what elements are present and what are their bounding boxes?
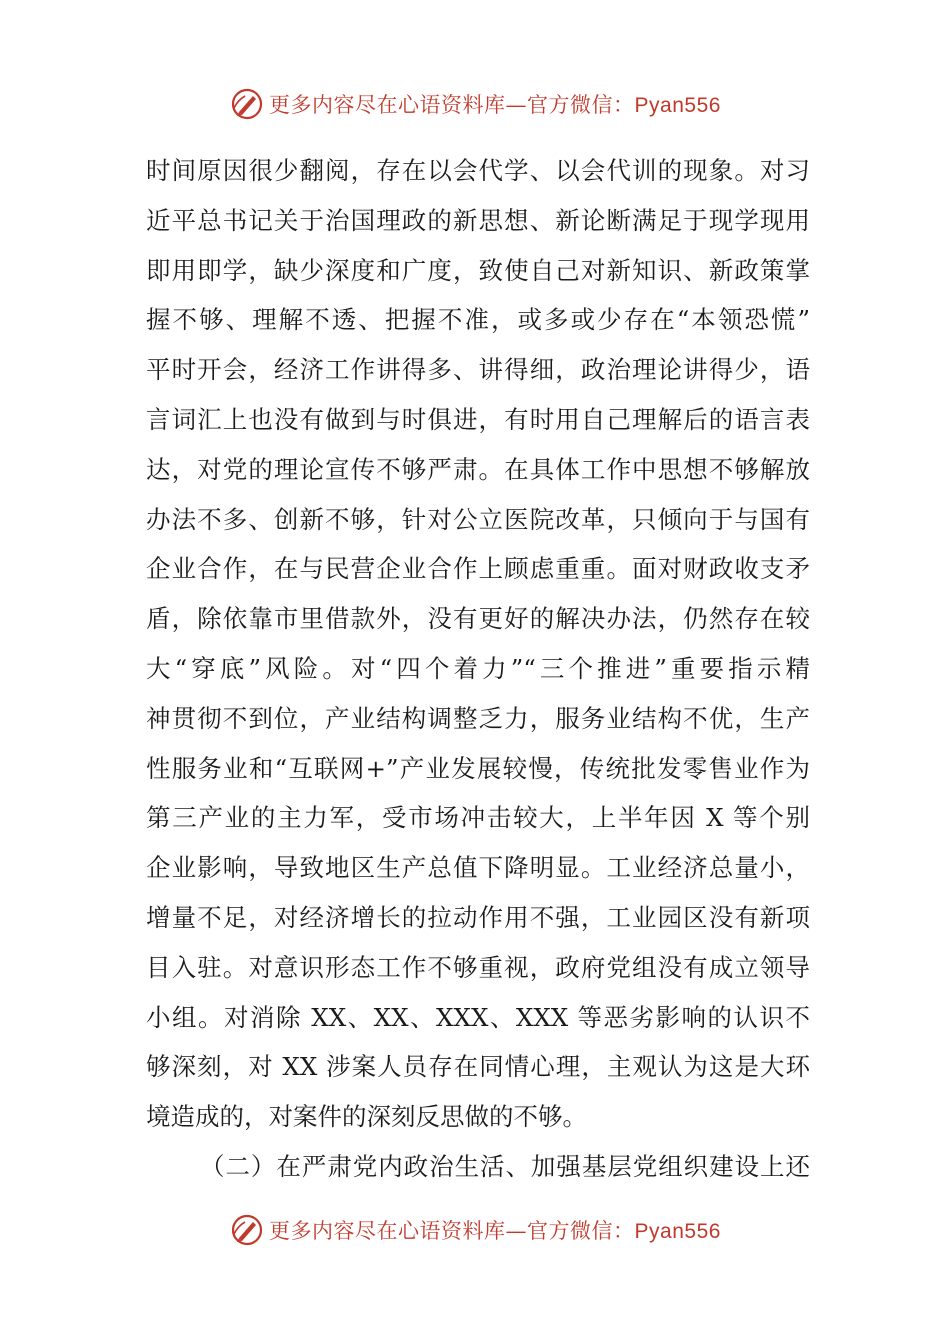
banner-text — [269, 1215, 721, 1245]
section-heading: （二）在严肃党内政治生活、加强基层党组织建设上还 — [200, 1151, 810, 1181]
pen-circle-logo-icon — [229, 86, 265, 122]
body-line: 神贯彻不到位，产业结构调整乏力，服务业结构不优，生产 — [146, 703, 810, 733]
body-line: 目入驻。对意识形态工作不够重视，政府党组没有成立领导 — [146, 952, 810, 982]
banner-wechat-id: Pyan556 — [634, 1220, 721, 1243]
body-line: 第三产业的主力军，受市场冲击较大，上半年因 X 等个别 — [146, 803, 810, 833]
body-line: 小组。对消除 XX、XX、XXX、XXX 等恶劣影响的认识不 — [146, 1002, 810, 1032]
body-line: 言词汇上也没有做到与时俱进，有时用自己理解后的语言表 — [146, 404, 810, 434]
body-line: 性服务业和“互联网+”产业发展较慢，传统批发零售业作为 — [146, 753, 810, 783]
body-line: 企业影响，导致地区生产总值下降明显。工业经济总量小， — [146, 853, 810, 883]
banner-dash: — — [505, 1219, 528, 1243]
banner-title: 更多内容尽在心语资料库 — [269, 1219, 506, 1243]
header-banner — [0, 82, 950, 126]
banner-dash: — — [505, 93, 528, 117]
banner-wechat-label: 官方微信： — [527, 1219, 635, 1243]
body-line: 即用即学，缺少深度和广度，致使自己对新知识、新政策掌 — [146, 255, 810, 285]
body-line: 盾，除依靠市里借款外，没有更好的解决办法，仍然存在较 — [146, 604, 810, 634]
body-line: 企业合作，在与民营企业合作上顾虑重重。面对财政收支矛 — [146, 554, 810, 584]
document-body — [146, 146, 810, 1192]
footer-banner — [0, 1208, 950, 1252]
banner-text — [269, 89, 721, 119]
body-line: 平时开会，经济工作讲得多、讲得细，政治理论讲得少，语 — [146, 355, 810, 385]
body-line: 够深刻，对 XX 涉案人员存在同情心理，主观认为这是大环 — [146, 1052, 810, 1082]
body-line: 办法不多、创新不够，针对公立医院改革，只倾向于与国有 — [146, 504, 810, 534]
banner-wechat-label: 官方微信： — [527, 93, 635, 117]
body-line: 增量不足，对经济增长的拉动作用不强，工业园区没有新项 — [146, 902, 810, 932]
body-line: 握不够、理解不透、把握不准，或多或少存在“本领恐慌” — [146, 305, 810, 335]
body-line: 达，对党的理论宣传不够严肃。在具体工作中思想不够解放 — [146, 454, 810, 484]
banner-wechat-id: Pyan556 — [634, 94, 721, 117]
body-line: 近平总书记关于治国理政的新思想、新论断满足于现学现用 — [146, 205, 810, 235]
body-line: 时间原因很少翻阅，存在以会代学、以会代训的现象。对习 — [146, 156, 810, 185]
banner-title: 更多内容尽在心语资料库 — [269, 93, 506, 117]
body-line-paragraph-end: 境造成的，对案件的深刻反思做的不够。 — [146, 1102, 587, 1132]
body-line: 大“穿底”风险。对“四个着力”“三个推进”重要指示精 — [146, 653, 810, 683]
pen-circle-logo-icon — [229, 1212, 265, 1248]
